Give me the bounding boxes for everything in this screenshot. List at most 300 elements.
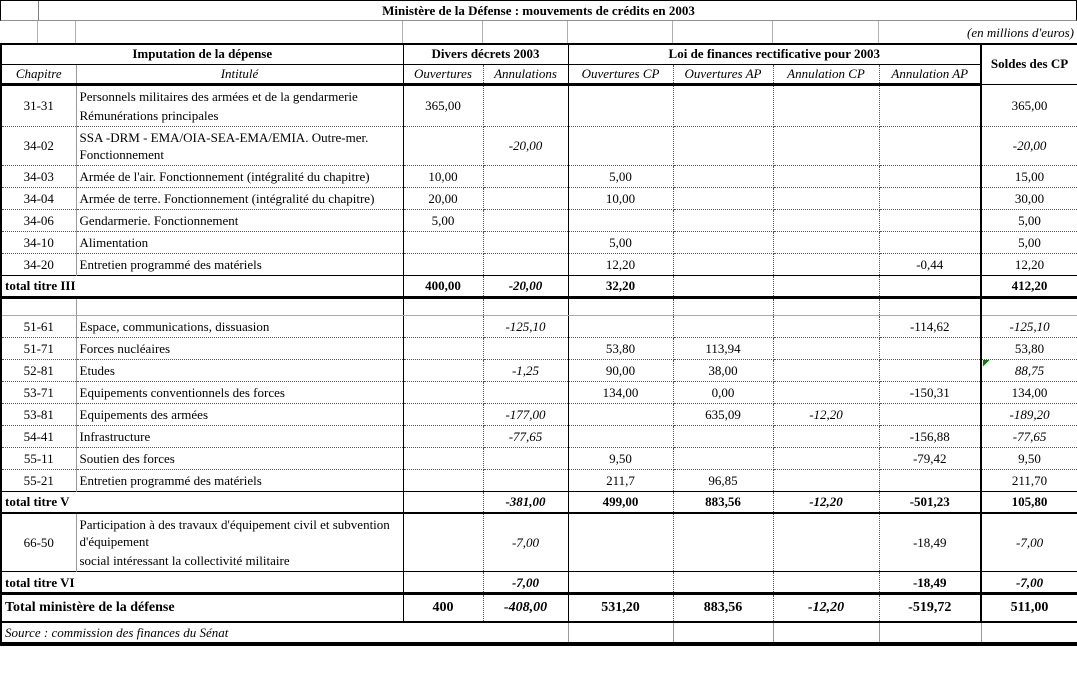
cell-value: 134,00: [1011, 384, 1048, 400]
cell-annulations: [483, 315, 568, 337]
cell-annulation-cp: [773, 253, 879, 275]
cell-value: 15,00: [1014, 168, 1045, 184]
intitule-line: Soutien des forces: [79, 450, 175, 466]
grid-line: [482, 21, 483, 43]
cell-value: 883,56: [705, 494, 741, 510]
cell-annulations: [483, 447, 568, 469]
cell-soldes-cp: [981, 381, 1077, 403]
cell-value: 0,00: [711, 384, 735, 400]
cell-value: 12,20: [1014, 256, 1045, 272]
cell-value: -18,49: [912, 574, 947, 590]
cell-value: -12,20: [807, 600, 845, 616]
cell-value: 5,00: [609, 234, 632, 250]
cell-ouvertures-cp: [568, 513, 673, 572]
row-53-71: [1, 381, 1077, 403]
cell-annulation-cp: [773, 513, 879, 572]
unit-note: (en millions d'euros): [966, 25, 1074, 40]
cell-ouvertures-cp: [568, 231, 673, 253]
credits-table: [0, 43, 1077, 646]
intitule-line: Etudes: [79, 362, 115, 378]
header-lfr: Loi de finances rectificative pour 2003: [568, 44, 981, 64]
cell-ouvertures: [403, 469, 483, 491]
cell-ouvertures-cp: [568, 447, 673, 469]
header-ouvertures: Ouvertures: [403, 64, 483, 84]
cell-ouvertures-cp: [568, 425, 673, 447]
cell-annulations: [483, 513, 568, 572]
unit-note-row: [0, 21, 1077, 43]
cell-annulation-ap: [879, 84, 981, 126]
cell-value: -1,25: [511, 362, 540, 378]
cell-value: 5,00: [431, 212, 455, 228]
cell-chapitre: 34-02: [1, 126, 76, 165]
cell-value: 105,80: [1011, 494, 1048, 510]
cell-soldes-cp: [981, 572, 1077, 594]
intitule-line: SSA -DRM - EMA/OIA-SEA-EMA/EMIA. Outre-mer. Fonctionnement: [79, 129, 369, 162]
cell-intitule: [76, 253, 403, 275]
cell-value: 5,00: [609, 168, 632, 184]
cell-annulation-cp: [773, 126, 879, 165]
row-66-50: [1, 513, 1077, 572]
cell-intitule: [76, 337, 403, 359]
cell-annulation-ap: [879, 572, 981, 594]
cell-value: -381,00: [505, 494, 546, 510]
row-54-41: [1, 425, 1077, 447]
cell-ouvertures: [403, 231, 483, 253]
header-ouvertures-cp: Ouvertures CP: [568, 64, 673, 84]
cell-soldes-cp: [981, 447, 1077, 469]
cell-value: 134,00: [602, 384, 639, 400]
cell-soldes-cp: [981, 126, 1077, 165]
intitule-line: Alimentation: [79, 234, 149, 250]
cell-annulation-ap: [879, 187, 981, 209]
cell-soldes-cp: [981, 84, 1077, 126]
cell-annulation-ap: [879, 126, 981, 165]
cell-annulation-ap: [879, 381, 981, 403]
cell-soldes-cp: [981, 469, 1077, 491]
cell-value: 635,09: [705, 406, 741, 422]
cell-annulations: [483, 572, 568, 594]
row-total-titre-6: [1, 572, 1077, 594]
cell-ouvertures: [403, 84, 483, 126]
cell-ouvertures-ap: [673, 337, 773, 359]
cell-ouvertures-cp: [568, 469, 673, 491]
cell-annulations: [483, 381, 568, 403]
cell-value: 511,00: [1010, 600, 1049, 616]
cell-value: -114,62: [909, 318, 950, 334]
cell-value: 12,20: [605, 256, 636, 272]
cell-annulations: [483, 425, 568, 447]
intitule-line: Espace, communications, dissuasion: [79, 318, 270, 334]
row-label: total titre VI: [1, 572, 403, 594]
cell-annulations: [483, 165, 568, 187]
cell-annulations: [483, 469, 568, 491]
cell-value: -7,00: [511, 535, 540, 550]
cell-ouvertures-ap: [673, 187, 773, 209]
grid-line: [37, 21, 38, 43]
cell-value: 10,00: [605, 190, 636, 206]
cell-ouvertures-ap: [673, 425, 773, 447]
cell-intitule: [76, 469, 403, 491]
cell-ouvertures-cp: [568, 359, 673, 381]
cell-value: -7,00: [1015, 535, 1044, 550]
row-34-04: [1, 187, 1077, 209]
cell-value: -501,23: [909, 494, 950, 510]
cell-soldes-cp: [981, 513, 1077, 572]
cell-annulation-cp: [773, 425, 879, 447]
cell-annulation-cp: [773, 165, 879, 187]
cell-intitule: [76, 187, 403, 209]
cell-ouvertures-ap: [673, 126, 773, 165]
cell-chapitre: 31-31: [1, 84, 76, 126]
header-annulations: Annulations: [483, 64, 568, 84]
cell-ouvertures: [403, 165, 483, 187]
cell-ouvertures-cp: [568, 315, 673, 337]
cell-value: 88,75: [1014, 362, 1045, 378]
cell-intitule: [76, 403, 403, 425]
cell-ouvertures: [403, 359, 483, 381]
cell-value: -156,88: [909, 428, 950, 444]
cell-soldes-cp: [981, 425, 1077, 447]
row-34-10: [1, 231, 1077, 253]
cell-annulation-cp: [773, 337, 879, 359]
cell-soldes-cp: [981, 297, 1077, 315]
row-34-20: [1, 253, 1077, 275]
cell-value: 20,00: [428, 190, 458, 206]
cell-value: 499,00: [602, 494, 639, 510]
sheet-title: Ministère de la Défense : mouvements de crédits en 2003: [382, 2, 695, 18]
cell-intitule: [76, 165, 403, 187]
cell-ouvertures-ap: [673, 491, 773, 513]
cell-value: -20,00: [1012, 138, 1047, 153]
cell-intitule: [76, 381, 403, 403]
cell-annulation-ap: [879, 491, 981, 513]
cell-value: -519,72: [908, 600, 952, 616]
cell-ouvertures-cp: [568, 491, 673, 513]
cell-ouvertures-cp: [568, 275, 673, 297]
cell-annulation-cp: [773, 359, 879, 381]
empty-cell: [981, 622, 1077, 644]
cell-ouvertures-ap: [673, 403, 773, 425]
header-intitule: Intitulé: [76, 64, 403, 84]
cell-annulation-ap: [879, 594, 981, 622]
cell-annulation-ap: [879, 513, 981, 572]
cell-ouvertures: [403, 513, 483, 572]
cell-value: 10,00: [428, 168, 458, 184]
cell-annulation-cp: [773, 491, 879, 513]
cell-ouvertures-cp: [568, 297, 673, 315]
cell-annulation-ap: [879, 359, 981, 381]
cell-soldes-cp: [981, 231, 1077, 253]
cell-annulations: [483, 403, 568, 425]
header-sub-row: [1, 64, 1077, 84]
cell-annulations: [483, 275, 568, 297]
empty-cell: [773, 622, 879, 644]
error-indicator-icon: [983, 360, 990, 367]
cell-value: 531,20: [601, 600, 640, 616]
intitule-line: Forces nucléaires: [79, 340, 171, 356]
cell-annulation-ap: [879, 209, 981, 231]
cell-ouvertures-cp: [568, 165, 673, 187]
cell-annulation-ap: [879, 403, 981, 425]
row-34-02: [1, 126, 1077, 165]
cell-ouvertures-ap: [673, 253, 773, 275]
cell-ouvertures: [403, 572, 483, 594]
cell-chapitre: 52-81: [1, 359, 76, 381]
cell-intitule: [76, 297, 403, 315]
cell-annulation-cp: [773, 84, 879, 126]
cell-chapitre: [1, 297, 76, 315]
grid-line: [672, 21, 673, 43]
intitule-line: Entretien programmé des matériels: [79, 256, 262, 272]
cell-soldes-cp: [981, 165, 1077, 187]
cell-ouvertures: [403, 447, 483, 469]
cell-value: -79,42: [912, 450, 947, 466]
cell-ouvertures-cp: [568, 209, 673, 231]
cell-value: -7,00: [511, 574, 540, 590]
cell-value: 400,00: [425, 278, 461, 293]
cell-ouvertures: [403, 275, 483, 297]
cell-value: -150,31: [909, 384, 950, 400]
cell-ouvertures-ap: [673, 447, 773, 469]
source-note: Source : commission des finances du Sénat: [5, 624, 229, 640]
cell-soldes-cp: [981, 359, 1077, 381]
cell-value: -20,00: [508, 278, 543, 293]
cell-annulations: [483, 359, 568, 381]
cell-ouvertures-ap: [673, 469, 773, 491]
empty-cell: [879, 622, 981, 644]
row-52-81: [1, 359, 1077, 381]
cell-soldes-cp: [981, 337, 1077, 359]
cell-ouvertures-ap: [673, 594, 773, 622]
cell-ouvertures: [403, 187, 483, 209]
cell-ouvertures: [403, 315, 483, 337]
cell-annulation-cp: [773, 447, 879, 469]
cell-chapitre: 34-03: [1, 165, 76, 187]
intitule-line: Infrastructure: [79, 428, 151, 444]
cell-annulations: [483, 491, 568, 513]
cell-value: 113,94: [705, 340, 741, 356]
header-group-row: [1, 44, 1077, 64]
cell-annulation-ap: [879, 315, 981, 337]
cell-value: -408,00: [503, 600, 548, 616]
cell-ouvertures-cp: [568, 253, 673, 275]
cell-intitule: [76, 513, 403, 572]
intitule-line: Armée de terre. Fonctionnement (intégralité du chapitre): [79, 190, 375, 206]
cell-value: -77,65: [508, 428, 543, 444]
cell-value: 32,20: [605, 278, 636, 293]
cell-ouvertures-ap: [673, 315, 773, 337]
intitule-line: Equipements conventionnels des forces: [79, 384, 285, 400]
row-51-71: [1, 337, 1077, 359]
cell-annulation-cp: [773, 315, 879, 337]
cell-ouvertures-ap: [673, 381, 773, 403]
cell-intitule: [76, 359, 403, 381]
cell-intitule: [76, 315, 403, 337]
cell-intitule: [76, 84, 403, 126]
cell-annulations: [483, 594, 568, 622]
cell-ouvertures: [403, 253, 483, 275]
cell-chapitre: 34-10: [1, 231, 76, 253]
cell-soldes-cp: [981, 403, 1077, 425]
cell-chapitre: 54-41: [1, 425, 76, 447]
cell-annulation-cp: [773, 187, 879, 209]
row-total-ministere: [1, 594, 1077, 622]
cell-chapitre: 53-71: [1, 381, 76, 403]
cell-annulations: [483, 231, 568, 253]
row-55-21: [1, 469, 1077, 491]
cell-annulations: [483, 84, 568, 126]
cell-soldes-cp: [981, 594, 1077, 622]
cell-chapitre: 53-81: [1, 403, 76, 425]
cell-value: 211,70: [1011, 472, 1048, 488]
cell-ouvertures-cp: [568, 187, 673, 209]
cell-ouvertures-ap: [673, 275, 773, 297]
cell-ouvertures: [403, 337, 483, 359]
cell-ouvertures: [403, 297, 483, 315]
row-34-03: [1, 165, 1077, 187]
grid-line: [878, 21, 879, 43]
cell-chapitre: 66-50: [1, 513, 76, 572]
cell-value: 365,00: [425, 98, 461, 113]
cell-annulations: [483, 253, 568, 275]
cell-intitule: [76, 209, 403, 231]
cell-intitule: [76, 447, 403, 469]
cell-annulations: [483, 209, 568, 231]
cell-ouvertures-cp: [568, 403, 673, 425]
cell-annulation-cp: [773, 381, 879, 403]
cell-annulation-cp: [773, 594, 879, 622]
cell-ouvertures-ap: [673, 209, 773, 231]
row-34-06: [1, 209, 1077, 231]
row-label: total titre III: [1, 275, 403, 297]
intitule-line: Rémunérations principales: [79, 107, 219, 123]
cell-chapitre: 34-20: [1, 253, 76, 275]
cell-value: -20,00: [508, 138, 543, 153]
cell-intitule: [76, 425, 403, 447]
cell-ouvertures: [403, 425, 483, 447]
cell-soldes-cp: [981, 315, 1077, 337]
cell-annulations: [483, 337, 568, 359]
cell-value: 30,00: [1014, 190, 1045, 206]
cell-soldes-cp: [981, 209, 1077, 231]
cell-value: 9,50: [609, 450, 632, 466]
cell-ouvertures: [403, 403, 483, 425]
cell-ouvertures-ap: [673, 165, 773, 187]
cell-annulation-ap: [879, 297, 981, 315]
cell-value: -125,10: [505, 318, 546, 334]
cell-annulation-cp: [773, 209, 879, 231]
cell-ouvertures-ap: [673, 572, 773, 594]
cell-value: 211,7: [606, 472, 635, 488]
cell-value: 883,56: [703, 600, 743, 616]
cell-intitule: [76, 126, 403, 165]
cell-value: -0,44: [916, 256, 944, 272]
cell-annulation-ap: [879, 425, 981, 447]
cell-value: -125,10: [1009, 318, 1050, 334]
cell-annulation-ap: [879, 165, 981, 187]
cell-value: 96,85: [708, 472, 738, 488]
cell-annulations: [483, 126, 568, 165]
header-annulation-ap: Annulation AP: [879, 64, 981, 84]
cell-annulation-cp: [773, 469, 879, 491]
cell-value: -189,20: [1009, 406, 1050, 422]
intitule-line: Gendarmerie. Fonctionnement: [79, 212, 239, 228]
cell-annulation-ap: [879, 253, 981, 275]
cell-value: -12,20: [809, 494, 843, 510]
cell-chapitre: 34-06: [1, 209, 76, 231]
cell-annulation-cp: [773, 275, 879, 297]
cell-soldes-cp: [981, 491, 1077, 513]
grid-line: [567, 21, 568, 43]
cell-ouvertures-cp: [568, 572, 673, 594]
intitule-line: Participation à des travaux d'équipement civil et subvention d'équipement: [79, 517, 390, 549]
cell-value: 5,00: [1018, 234, 1041, 250]
cell-ouvertures-cp: [568, 381, 673, 403]
cell-soldes-cp: [981, 187, 1077, 209]
cell-soldes-cp: [981, 275, 1077, 297]
cell-value: -177,00: [505, 406, 546, 422]
cell-annulation-cp: [773, 231, 879, 253]
cell-ouvertures: [403, 126, 483, 165]
cell-value: -12,20: [809, 406, 843, 422]
cell-intitule: [76, 231, 403, 253]
cell-value: -7,00: [1015, 574, 1044, 590]
cell-ouvertures: [403, 491, 483, 513]
cell-annulation-cp: [773, 572, 879, 594]
intitule-line: Entretien programmé des matériels: [79, 472, 262, 488]
cell-soldes-cp: [981, 253, 1077, 275]
header-chapitre: Chapitre: [1, 64, 76, 84]
cell-chapitre: 55-11: [1, 447, 76, 469]
header-ouvertures-ap: Ouvertures AP: [673, 64, 773, 84]
cell-ouvertures-cp: [568, 337, 673, 359]
grid-line: [38, 1, 39, 20]
cell-value: 90,00: [605, 362, 636, 378]
intitule-line: Personnels militaires des armées et de la gendarmerie: [79, 88, 358, 104]
row-blank: [1, 297, 1077, 315]
cell-value: 53,80: [605, 340, 636, 356]
cell-annulation-cp: [773, 403, 879, 425]
row-55-11: [1, 447, 1077, 469]
cell-chapitre: 51-71: [1, 337, 76, 359]
cell-ouvertures-ap: [673, 231, 773, 253]
grid-line: [75, 21, 76, 43]
row-label: total titre V: [1, 491, 403, 513]
intitule-line: Armée de l'air. Fonctionnement (intégralité du chapitre): [79, 168, 370, 184]
cell-chapitre: 51-61: [1, 315, 76, 337]
cell-ouvertures-cp: [568, 84, 673, 126]
row-total-titre-3: [1, 275, 1077, 297]
cell-annulation-ap: [879, 231, 981, 253]
cell-value: 53,80: [1014, 340, 1045, 356]
cell-ouvertures-ap: [673, 359, 773, 381]
cell-value: 400: [432, 600, 454, 616]
cell-ouvertures-ap: [673, 297, 773, 315]
row-label: Total ministère de la défense: [1, 594, 403, 622]
cell-ouvertures: [403, 209, 483, 231]
cell-value: 9,50: [1018, 450, 1041, 466]
header-imputation: Imputation de la dépense: [1, 44, 403, 64]
cell-value: 38,00: [708, 362, 738, 378]
cell-annulations: [483, 187, 568, 209]
cell-annulations: [483, 297, 568, 315]
cell-value: 365,00: [1011, 97, 1048, 113]
cell-ouvertures: [403, 381, 483, 403]
cell-value: -77,65: [1012, 428, 1047, 444]
header-divers-decrets: Divers décrets 2003: [403, 44, 568, 64]
intitule-line: social intéressant la collectivité militaire: [79, 553, 290, 568]
cell-value: -18,49: [912, 535, 947, 550]
